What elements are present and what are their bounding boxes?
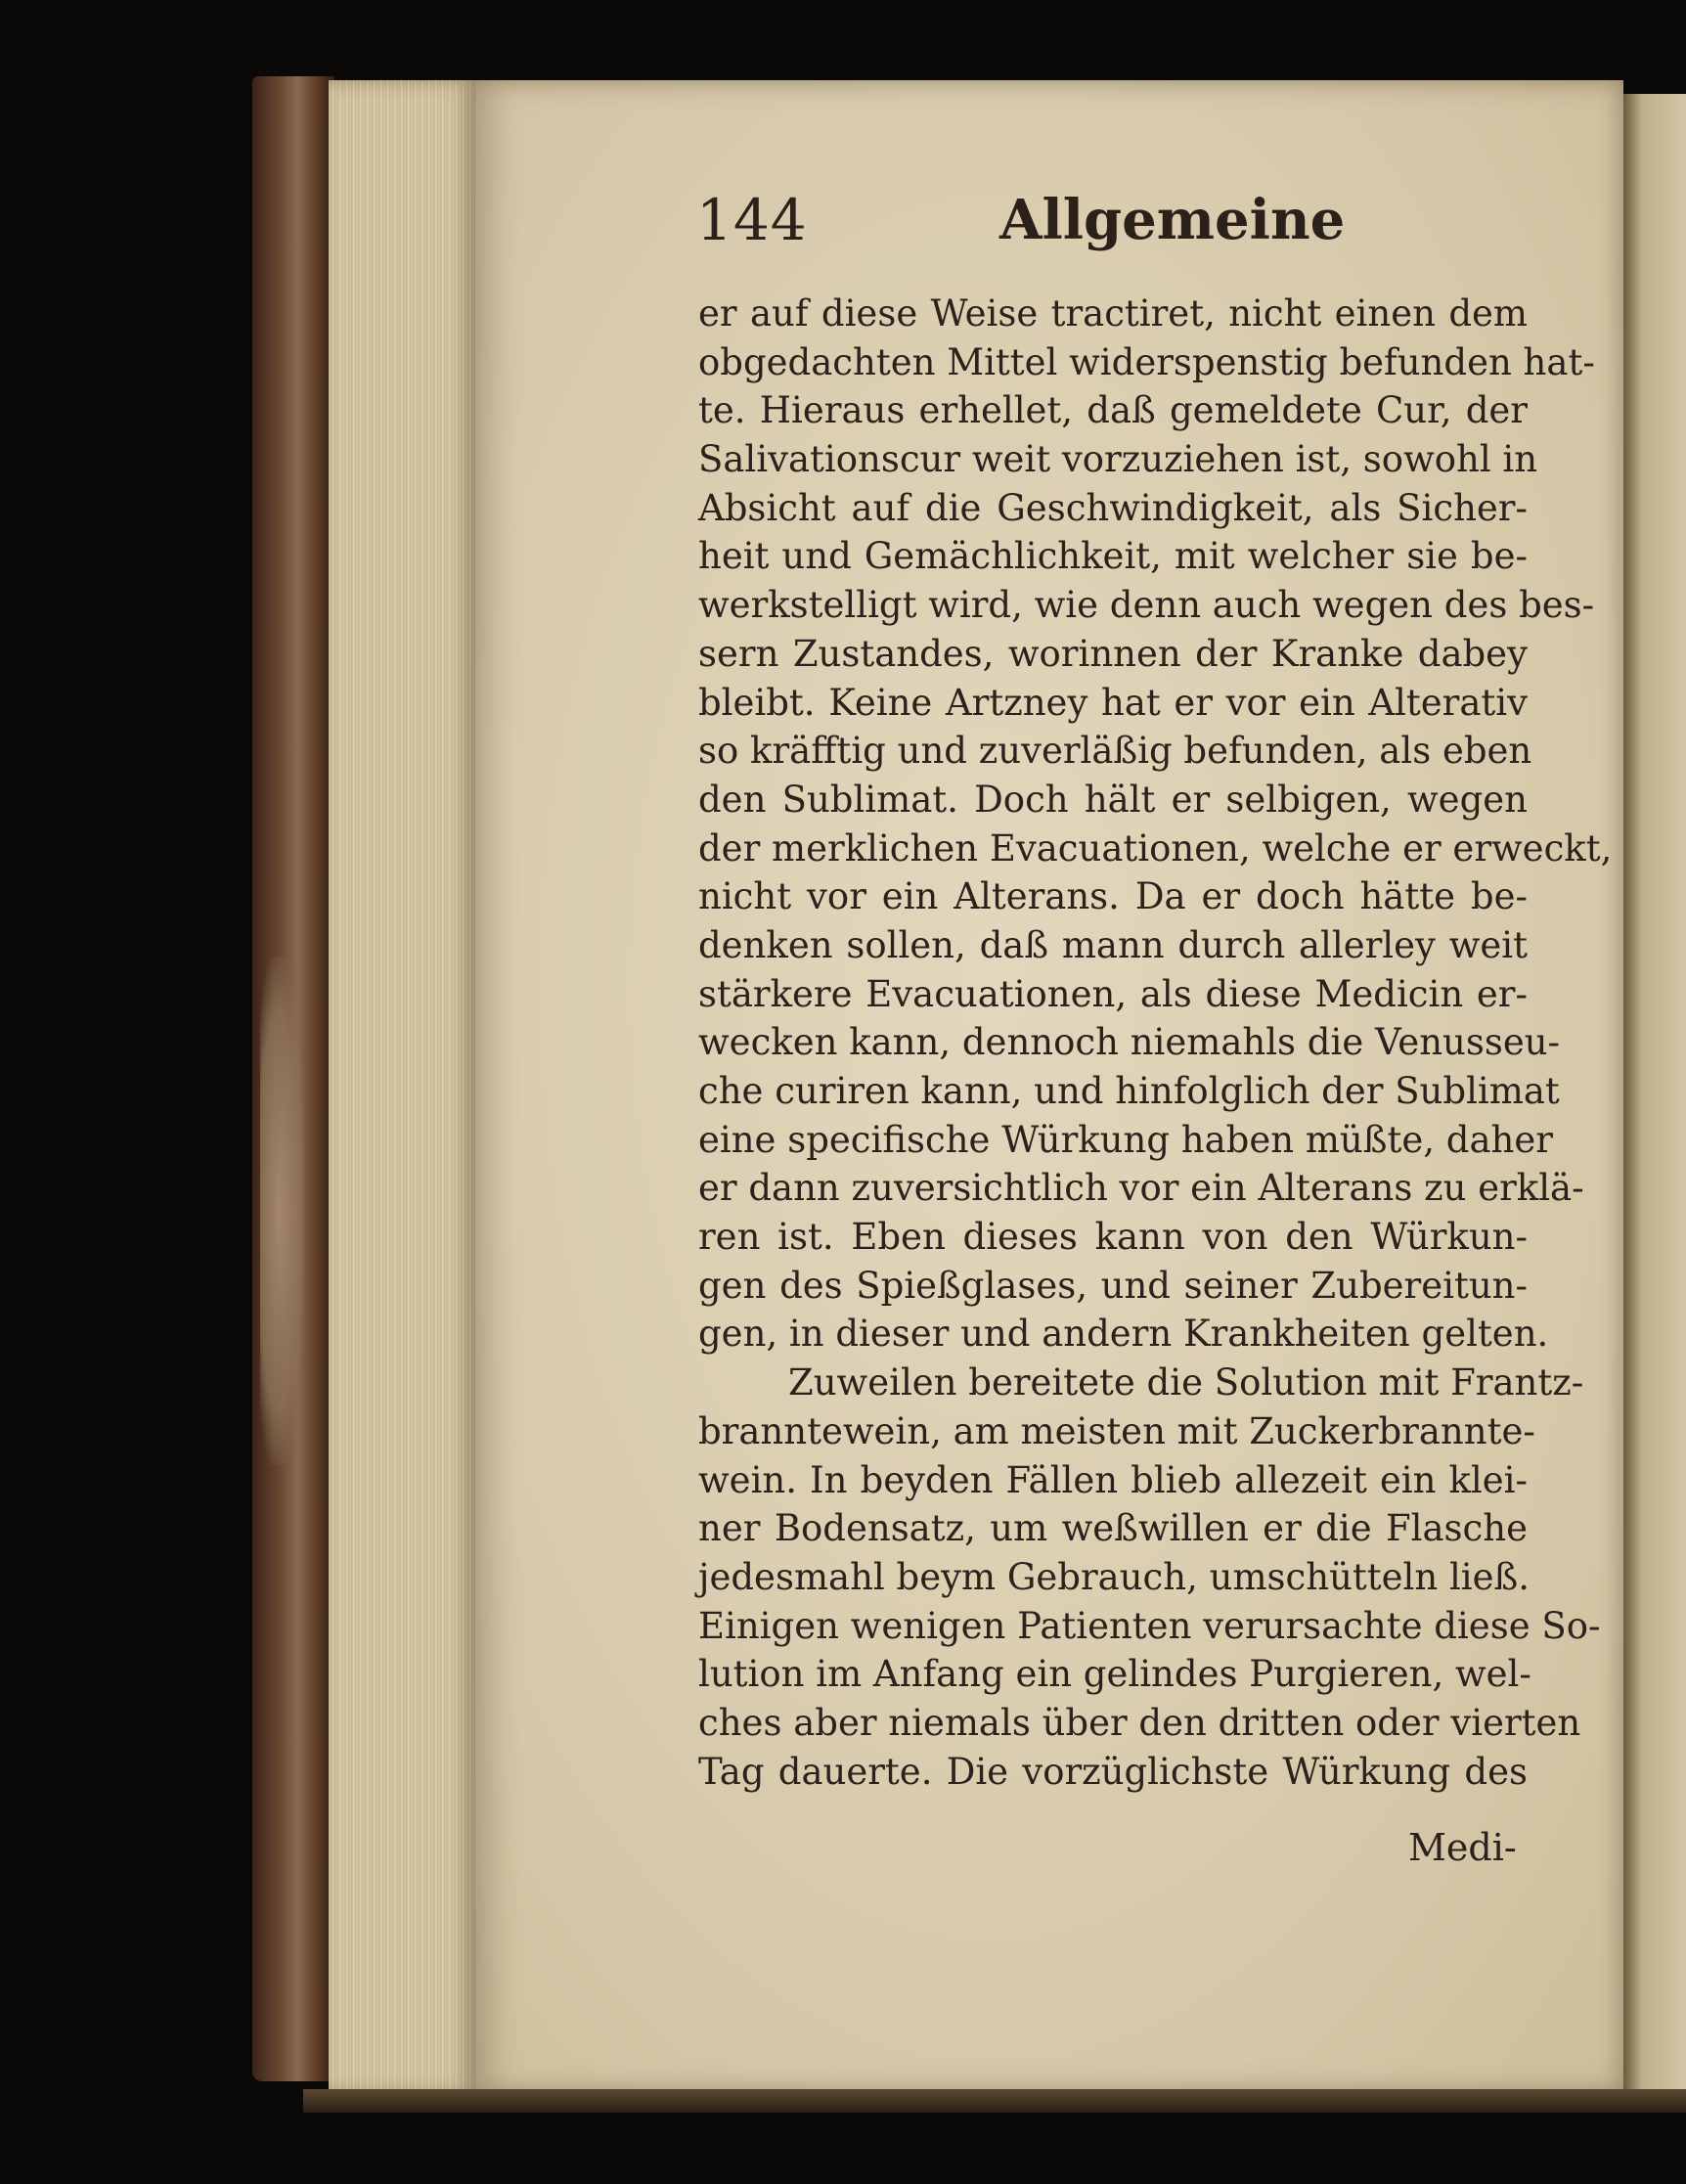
text-line: heit und Gemächlichkeit, mit welcher sie be- [698,535,1528,578]
page-header [696,176,1557,264]
book-bottom-rim [303,2089,1686,2113]
text-line: jedesmahl beym Gebrauch, umschütteln ließ. [698,1555,1531,1598]
text-line: stärkere Evacuationen, als diese Medicin er- [698,972,1528,1015]
body-text [698,290,1613,1796]
text-line: Absicht auf die Geschwindigkeit, als Sicher- [698,486,1528,529]
text-line: nicht vor ein Alterans. Da er doch hätte be- [698,875,1528,918]
text-line: gen des Spießglases, und seiner Zubereitun- [698,1264,1528,1307]
text-line: so kräfftig und zuverläßig befunden, als eben [698,730,1532,773]
page-edges [329,80,475,2093]
text-line: Salivationscur weit vorzuziehen ist, sowohl in [698,438,1538,481]
text-line: bleibt. Keine Artzney hat er vor ein Alterativ [698,681,1528,724]
text-line: obgedachten Mittel widerspenstig befunden hat- [698,340,1595,383]
text-line-indented: Zuweilen bereitete die Solution mit Frantz- [788,1361,1584,1404]
text-line: Tag dauerte. Die vorzüglichste Würkung des [698,1750,1528,1793]
text-line: te. Hieraus erhellet, daß gemeldete Cur, der [698,389,1528,432]
text-line: gen, in dieser und andern Krankheiten gelten. [698,1313,1549,1356]
text-line: er dann zuversichtlich vor ein Alterans zu erklä- [698,1167,1584,1210]
page-number: 144 [696,187,808,253]
text-line: eine specifische Würkung haben müßte, daher [698,1118,1553,1161]
text-line: ren ist. Eben dieses kann von den Würkun- [698,1216,1528,1259]
text-line: branntewein, am meisten mit Zuckerbrannte- [698,1409,1535,1452]
text-line: che curiren kann, und hinfolglich der Sublimat [698,1070,1560,1112]
catchword: Medi- [1408,1826,1517,1869]
text-line: ches aber niemals über den dritten oder vierten [698,1701,1581,1744]
text-line: wecken kann, dennoch niemahls die Venusseu- [698,1021,1561,1064]
text-line: Einigen wenigen Patienten verursachte diese So- [698,1604,1601,1647]
text-line: er auf diese Weise tractiret, nicht einen dem [698,292,1528,334]
text-line: lution im Anfang ein gelindes Purgieren, wel- [698,1653,1531,1696]
book-cover-edge [252,76,334,2081]
running-head: Allgemeine [999,188,1346,252]
facing-page-edge [1623,94,1686,2093]
text-line: sern Zustandes, worinnen der Kranke dabey [698,632,1528,675]
text-line: denken sollen, daß mann durch allerley weit [698,923,1528,966]
text-line: der merklichen Evacuationen, welche er erweckt, [698,826,1613,869]
text-line: den Sublimat. Doch hält er selbigen, wegen [698,778,1528,821]
text-line: wein. In beyden Fällen blieb allezeit ein klei- [698,1458,1528,1501]
text-line: werkstelligt wird, wie denn auch wegen des bes- [698,584,1595,627]
text-line: ner Bodensatz, um weßwillen er die Flasche [698,1507,1528,1550]
